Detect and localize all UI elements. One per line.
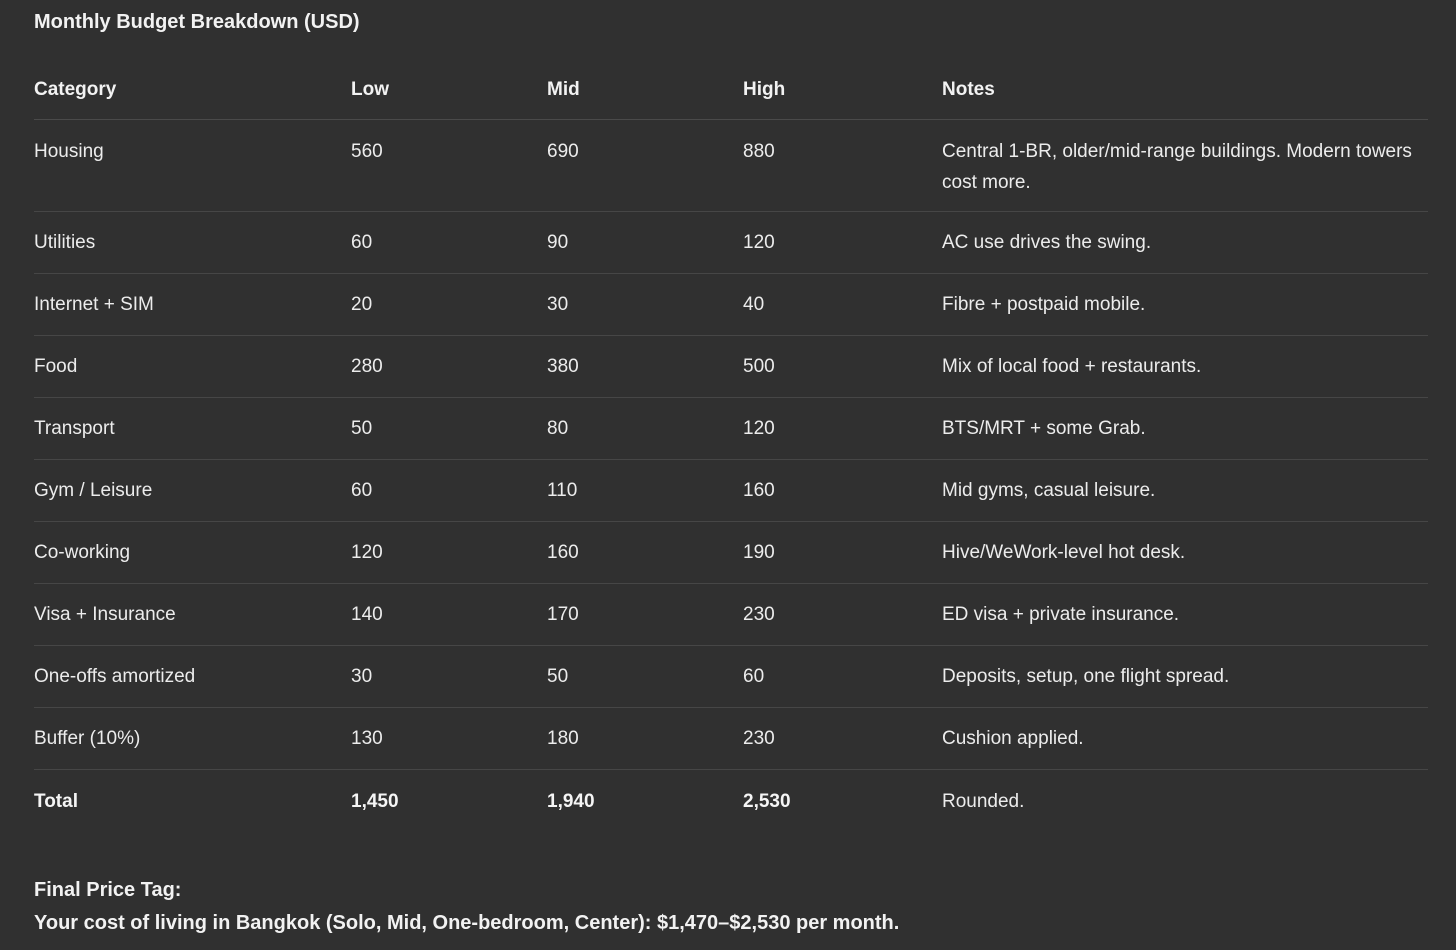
cell-category: Gym / Leisure (34, 460, 351, 522)
cell-notes: BTS/MRT + some Grab. (942, 398, 1428, 460)
cell-category: One-offs amortized (34, 646, 351, 708)
cell-category: Utilities (34, 212, 351, 274)
final-price-label: Final Price Tag: (34, 879, 182, 901)
budget-table (34, 60, 1428, 833)
cell-notes: Hive/WeWork-level hot desk. (942, 522, 1428, 584)
cell-high: 190 (743, 522, 942, 584)
cell-category: Co-working (34, 522, 351, 584)
table-row-housing (34, 120, 1428, 212)
cell-low: 280 (351, 336, 547, 398)
cell-high: 60 (743, 646, 942, 708)
cell-high: 880 (743, 120, 942, 212)
cell-high: 230 (743, 584, 942, 646)
cell-low: 30 (351, 646, 547, 708)
cell-high: 160 (743, 460, 942, 522)
cell-high: 120 (743, 398, 942, 460)
cell-mid: 50 (547, 646, 743, 708)
cell-high: 40 (743, 274, 942, 336)
cell-low: 60 (351, 460, 547, 522)
table-row-co-working (34, 522, 1428, 584)
header-mid: Mid (547, 60, 743, 120)
cell-mid: 180 (547, 708, 743, 770)
cell-high: 120 (743, 212, 942, 274)
cell-notes: Fibre + postpaid mobile. (942, 274, 1428, 336)
cell-notes: Mix of local food + restaurants. (942, 336, 1428, 398)
cell-low: 130 (351, 708, 547, 770)
table-header-row (34, 60, 1428, 120)
cell-mid: 380 (547, 336, 743, 398)
cell-notes: Rounded. (942, 791, 1025, 812)
cell-notes: Mid gyms, casual leisure. (942, 460, 1428, 522)
table-row-transport (34, 398, 1428, 460)
cell-category: Visa + Insurance (34, 584, 351, 646)
cell-low: 140 (351, 584, 547, 646)
cell-mid: 170 (547, 584, 743, 646)
cell-low: 1,450 (351, 791, 399, 812)
cell-low: 120 (351, 522, 547, 584)
cell-mid: 30 (547, 274, 743, 336)
cell-notes: Deposits, setup, one flight spread. (942, 646, 1428, 708)
cell-category: Transport (34, 398, 351, 460)
cell-low: 60 (351, 212, 547, 274)
cell-low: 50 (351, 398, 547, 460)
cell-low: 20 (351, 274, 547, 336)
cell-mid: 90 (547, 212, 743, 274)
table-title: Monthly Budget Breakdown (USD) (34, 11, 360, 33)
table-row-gym-leisure (34, 460, 1428, 522)
cell-notes: Central 1-BR, older/mid-range buildings. Modern towers cost more. (942, 120, 1428, 212)
cell-category: Internet + SIM (34, 274, 351, 336)
cell-category: Buffer (10%) (34, 708, 351, 770)
cell-mid: 1,940 (547, 791, 595, 812)
header-low: Low (351, 60, 547, 120)
cell-notes: Cushion applied. (942, 708, 1428, 770)
cell-category: Food (34, 336, 351, 398)
table-row-total (34, 770, 1428, 834)
cell-category: Total (34, 791, 78, 812)
cell-high: 230 (743, 708, 942, 770)
cell-notes: ED visa + private insurance. (942, 584, 1428, 646)
cell-high: 2,530 (743, 791, 791, 812)
budget-table-container (34, 60, 1428, 833)
header-high: High (743, 60, 942, 120)
final-price-section (34, 874, 899, 940)
final-price-text: Your cost of living in Bangkok (Solo, Mid, One-bedroom, Center): $1,470–$2,530 per month. (34, 912, 900, 934)
cell-high: 500 (743, 336, 942, 398)
table-row-visa-insurance (34, 584, 1428, 646)
cell-mid: 160 (547, 522, 743, 584)
header-category: Category (34, 60, 351, 120)
cell-notes: AC use drives the swing. (942, 212, 1428, 274)
cell-low: 560 (351, 120, 547, 212)
header-notes: Notes (942, 60, 1428, 120)
table-row-utilities (34, 212, 1428, 274)
cell-category: Housing (34, 120, 351, 212)
cell-mid: 690 (547, 120, 743, 212)
cell-mid: 80 (547, 398, 743, 460)
table-row-food (34, 336, 1428, 398)
table-row-one-offs (34, 646, 1428, 708)
cell-mid: 110 (547, 460, 743, 522)
table-row-buffer (34, 708, 1428, 770)
table-row-internet-sim (34, 274, 1428, 336)
